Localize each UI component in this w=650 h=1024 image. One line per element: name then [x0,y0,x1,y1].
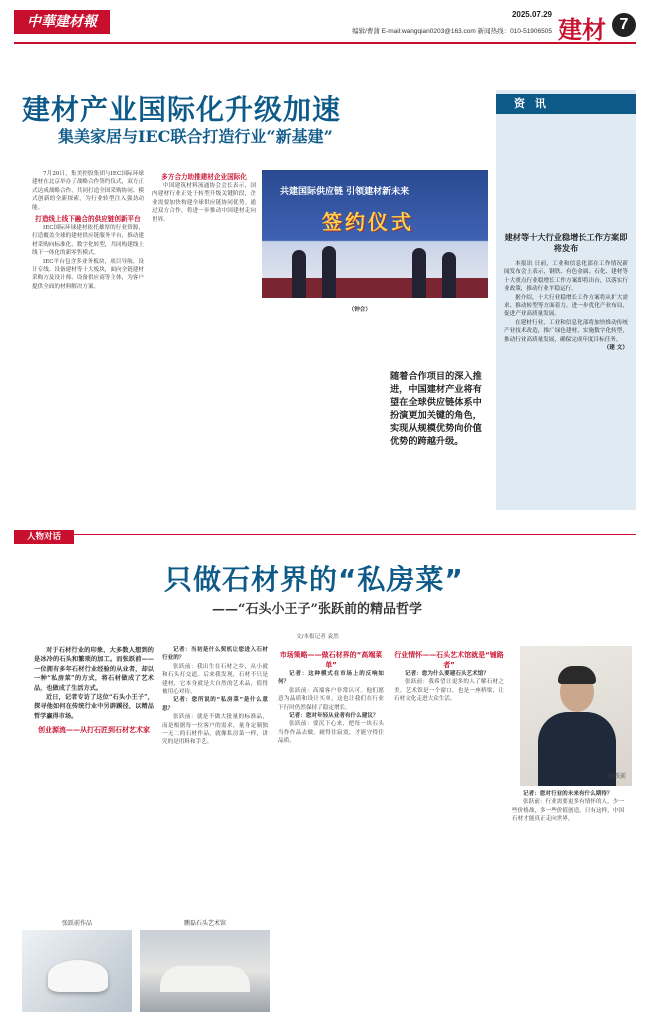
portrait-caption: 张跃前 [607,773,626,780]
interview-answer: 张跃前：我希望让更多的人了解石材之美。艺术馆是一个窗口，也是一座桥梁，让石材文化走进大众生活。 [394,679,504,703]
portrait-torso [538,712,616,786]
news-sidebar [496,90,636,510]
article1-paragraph: IEC国际环球建材依托雄厚的行业资源，打造覆盖全球的建材供应链服务平台，推动建材采购向标准化、数字化转型，共同构建线上线下一体化的新零售模式。 [32,225,144,257]
museum-building [160,966,250,992]
article2-byline: 文/本报记者 袁然 [296,634,339,640]
page-number: 7 [612,13,636,37]
museum-photo [140,930,270,1012]
photo-person [442,252,456,298]
article2-subhead: 市场策略——做石材界的“高端菜单” [279,651,383,669]
article1-paragraph: IEC平台包含多业务板块，项目导航、设计专线、设备建材等十大板块，面向全链建材采购方及设计师、设备供应商等主体，为客户提供全面的材料解决方案。 [32,258,144,290]
article1-byline: （钟合） [348,307,371,313]
interviewee-portrait [520,646,632,786]
interview-answer: 张跃前：我出生在石材之乡，从小就和石头打交道。后来我发现，石材不只是建材，它本身就是大自然的艺术品，值得被用心对待。 [162,663,268,696]
sidebar-paragraph: 本报讯 日前，工业和信息化部在工作情况新闻发布会上表示，钢铁、有色金属、石化、建材等十大重点行业稳增长工作方案即将出台，以落实行业政策，推动行业平稳运行。 [504,261,628,293]
article1-paragraph: 7月20日，集美控股集团与IEC国际环球建材在北京举办了战略合作签约仪式，双方正式达成战略合作，共同打造全国采购协同、模式创新的全新探索，为行业转型注入强劲动能。 [32,171,144,211]
article1-column-3 [263,306,371,512]
newspaper-logo: 中華建材報 [14,10,110,34]
photo-person [322,246,336,298]
artwork-photo [22,930,132,1012]
section-divider [14,534,636,535]
interview-question: 记者：这种模式在市场上的反响如何？ [278,671,384,686]
interview-tag: 人物对话 [14,530,74,544]
interview-question: 记者：您对年轻从业者有什么建议？ [289,713,379,720]
article1-subhead: 多方合力助推建材企业国际化 [161,173,247,181]
image-caption: 鹏磊石头艺术馆 [183,920,226,927]
article1-pullquote: 随着合作项目的深入推进，中国建材产业将有望在全球供应链体系中扮演更加关键的角色，实现从规模优势向价值优势的跨越升级。 [390,371,482,447]
interview-answer: 张跃前：要沉下心来，把每一块石头当作作品去做。耐得住寂寞，才能守得住品质。 [278,721,384,745]
interview-answer: 张跃前：行业需要更多有情怀的人，少一些价格战，多一些价值创造。只有这样，中国石材才能真正走向世界。 [512,799,624,823]
article2-lead [34,646,154,856]
lead-paragraph: 对于石材行业的印象，大多数人想到的是冰冷的石头和繁琐的加工。而张跃前——一位拥有多年石材行业经验的从业者，却以一种“私房菜”的方式，将石材做成了艺术品，也做成了生活方式。 [34,647,154,692]
sidebar-paragraph: 据介绍，十大行业稳增长工作方案将从扩大需求、推动转型等方面着力，进一步优化产业布局，促进产业高质量发展。 [504,294,628,318]
article2-column-4 [394,646,504,1016]
sidebar-body [504,260,628,600]
stone-sculpture [48,960,108,992]
editor-contact: 编辑/曹蒲 E-mail:wangqian0203@163.com 新闻热线：010-51906505 [352,28,552,35]
article2-column-2 [162,646,268,916]
portrait-hair [558,666,596,684]
photo-person [292,250,306,298]
lead-paragraph: 近日，记者专访了这位“石头小王子”，探寻他如何在传统行业中另辟蹊径，以精品哲学赢得市场。 [34,694,154,720]
article2-subheadline: ——“石头小王子”张跃前的精品哲学 [212,602,422,617]
article1-subheadline: 集美家居与IEC联合打造行业“新基建” [58,127,333,146]
article1-column-1 [32,170,144,510]
interview-answer: 张跃前：高端客户非常认可。他们愿意为品质和设计买单，这也让我们在行业下行时仍然保持了稳定增长。 [278,687,384,711]
interview-question: 记者：当初是什么契机让您进入石材行业的？ [162,647,268,662]
sidebar-paragraph: 在建材行业，工业和信息化部将加快推动传统产业技术改造，推广绿色建材，实施数字化转型，推动行业高质量发展，确保完成年度目标任务。 [504,319,628,343]
photo-screen-text: 共建国际供应链 引领建材新未来 [280,187,410,197]
article2-column-5 [512,790,624,1016]
interview-question: 记者：您所说的“私房菜”是什么意思？ [162,697,268,712]
photo-sign-text: 签约仪式 [322,210,414,234]
article1-headline: 建材产业国际化升级加速 [22,93,342,126]
sidebar-credit: （建 文） [603,345,628,352]
image-caption: 张跃前作品 [61,920,92,927]
sidebar-tag: 资 讯 [496,94,636,114]
masthead [14,8,636,44]
sidebar-headline: 建材等十大行业稳增长工作方案即将发布 [504,232,628,253]
article2-subhead: 行业情怀——石头艺术馆就是“铺路者” [394,651,504,669]
signing-ceremony-photo [262,170,488,298]
article1-subhead: 打造线上线下融合的供应链创新平台 [35,215,141,224]
interview-answer: 张跃前：就是不做大批量的标准品，而是根据每一位客户的需求，量身定制独一无二的石材作品，就像私房菜一样，讲究的是用料和手艺。 [162,714,268,746]
photo-person [412,248,426,298]
article2-subhead: 创业源流——从打石匠到石材艺术家 [38,726,150,735]
article2-headline: 只做石材界的“私房菜” [164,563,464,596]
article1-column-2 [152,170,256,510]
interview-question: 记者：您为什么要建石头艺术馆？ [405,671,489,677]
article2-column-3 [278,646,384,1016]
issue-date: 2025.07.29 [511,10,552,19]
article1-paragraph: 中国建筑材料流通协会会长表示，国内建材行业正处于转型升级关键阶段，企业需要加快构建全球供应链协同优势。通过双方合作，将进一步推动中国建材走向世界。 [152,183,256,223]
interview-question: 记者：您对行业的未来有什么期待？ [523,791,613,797]
section-title: 建材 [558,17,606,44]
